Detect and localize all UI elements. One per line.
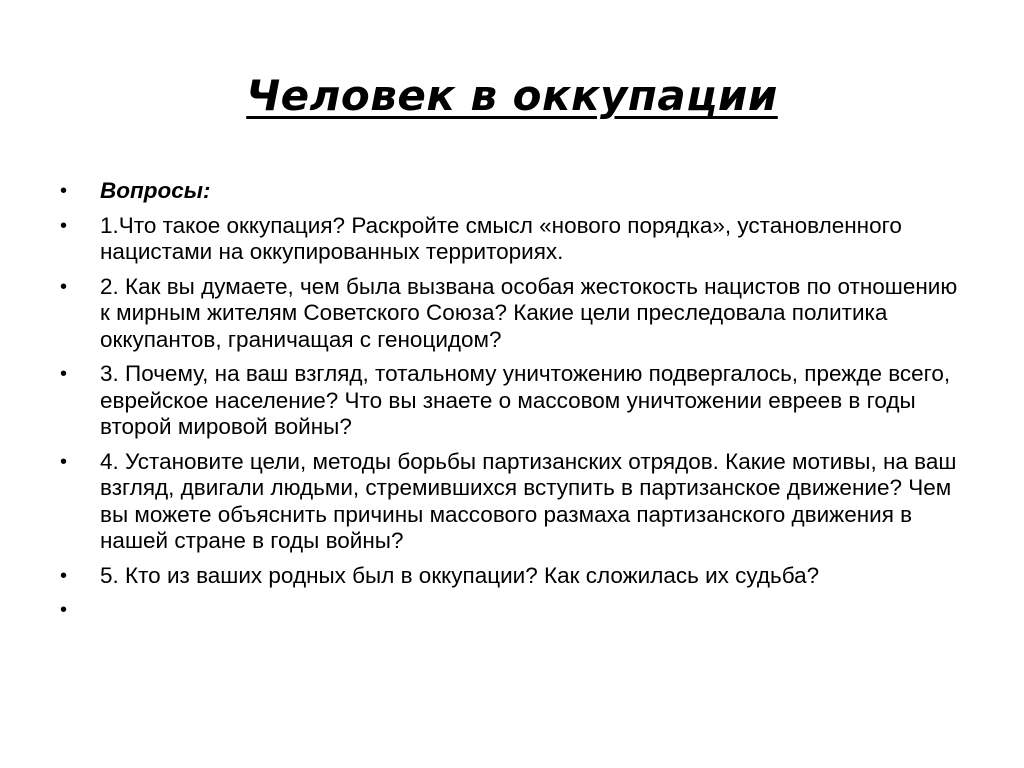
bullet-icon: •: [60, 599, 68, 621]
list-item-question-5: [60, 563, 960, 590]
list-item-text: 2. Как вы думаете, чем была вызвана особая жестокость нацистов по отношению к мирным жителям Советского Союза? Какие цели преследовала политика оккупантов, граничащая с геноцидом?: [100, 273, 958, 352]
question-list: [60, 178, 960, 621]
list-item-text: Вопросы:: [100, 178, 211, 203]
list-item-text: 1.Что такое оккупация? Раскройте смысл «нового порядка», установленного нацистами на оккупированных территориях.: [100, 212, 902, 264]
bullet-icon: •: [60, 180, 68, 202]
bullet-icon: •: [60, 214, 68, 237]
list-item-question-2: [60, 274, 960, 354]
slide-title: [0, 66, 1024, 126]
list-item-text: 4. Установите цели, методы борьбы партизанских отрядов. Какие мотивы, на ваш взгляд, двигали людьми, стремившихся вступить в партизанское движение? Чем вы можете объяснить причины массового размаха партизанского движения в нашей стране в годы войны?: [100, 448, 957, 553]
slide-title-text: Человек в оккупации: [246, 71, 778, 120]
list-item-text: 3. Почему, на ваш взгляд, тотальному уничтожению подвергалось, прежде всего, еврейское население? Что вы знаете о массовом уничтожении евреев в годы второй мировой войны?: [100, 361, 951, 439]
bullet-icon: •: [60, 450, 68, 473]
bullet-icon: •: [60, 363, 68, 385]
bullet-icon: •: [60, 564, 68, 587]
list-item-question-4: [60, 449, 960, 555]
list-item-text: 5. Кто из ваших родных был в оккупации? Как сложилась их судьба?: [100, 562, 820, 588]
list-item-question-3: [60, 361, 960, 441]
bullet-icon: •: [60, 275, 68, 298]
list-item-questions-heading: [60, 178, 960, 205]
list-item-question-1: [60, 213, 960, 266]
